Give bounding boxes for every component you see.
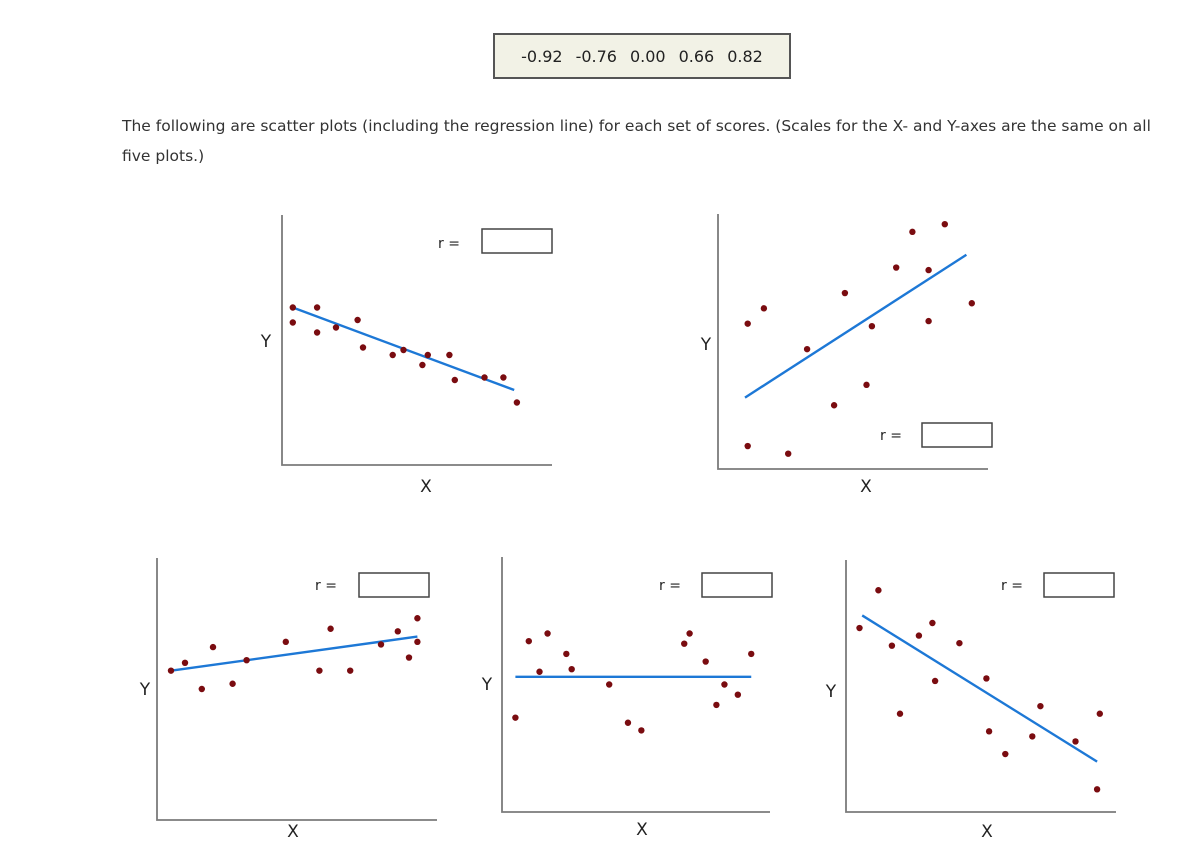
data-point — [925, 267, 931, 273]
data-point — [702, 658, 708, 664]
choice-value: -0.76 — [575, 46, 617, 66]
data-point — [869, 323, 875, 329]
y-axis-label: Y — [481, 675, 493, 695]
r-input[interactable] — [1044, 573, 1114, 597]
data-point — [290, 304, 296, 310]
scatter-plot-2 — [700, 214, 992, 497]
data-point — [735, 692, 741, 698]
data-point — [625, 720, 631, 726]
data-point — [446, 352, 452, 358]
data-point — [414, 639, 420, 645]
data-point — [419, 362, 425, 368]
data-point — [406, 654, 412, 660]
data-point — [229, 681, 235, 687]
data-point — [875, 587, 881, 593]
data-point — [1094, 786, 1100, 792]
data-point — [414, 615, 420, 621]
data-point — [526, 638, 532, 644]
instructions-text: The following are scatter plots (including the regression line) for each set of scores. (Scales for the X- and Y-axes are the same on all five plots.) — [122, 117, 1151, 165]
choice-value: 0.00 — [629, 46, 666, 66]
scatter-plot-1 — [260, 215, 552, 497]
data-point — [942, 221, 948, 227]
data-point — [481, 374, 487, 380]
data-point — [909, 229, 915, 235]
data-point — [893, 264, 899, 270]
scatter-plot-5 — [825, 560, 1116, 842]
data-point — [681, 641, 687, 647]
r-input[interactable] — [359, 573, 429, 597]
data-point — [354, 317, 360, 323]
data-point — [390, 352, 396, 358]
data-point — [314, 329, 320, 335]
y-axis-label: Y — [825, 682, 837, 702]
data-point — [1002, 751, 1008, 757]
r-label: r = — [315, 578, 337, 594]
scatter-plot-4 — [481, 557, 772, 840]
data-point — [327, 626, 333, 632]
data-point — [1037, 703, 1043, 709]
data-point — [283, 639, 289, 645]
data-point — [925, 318, 931, 324]
data-point — [1029, 733, 1035, 739]
x-axis-label: X — [420, 477, 432, 497]
data-point — [168, 667, 174, 673]
regression-line — [745, 255, 966, 398]
data-point — [514, 399, 520, 405]
data-point — [606, 681, 612, 687]
data-point — [956, 640, 962, 646]
data-point — [536, 669, 542, 675]
data-point — [745, 443, 751, 449]
data-point — [199, 686, 205, 692]
data-point — [400, 347, 406, 353]
data-point — [745, 320, 751, 326]
data-point — [512, 714, 518, 720]
data-point — [842, 290, 848, 296]
y-axis-label: Y — [260, 332, 272, 352]
data-point — [889, 642, 895, 648]
data-point — [316, 667, 322, 673]
data-point — [856, 625, 862, 631]
data-point — [969, 300, 975, 306]
x-axis-label: X — [287, 822, 299, 842]
data-point — [1072, 738, 1078, 744]
data-point — [638, 727, 644, 733]
data-point — [243, 657, 249, 663]
data-point — [290, 319, 296, 325]
data-point — [425, 352, 431, 358]
data-point — [897, 711, 903, 717]
regression-line — [862, 615, 1097, 761]
data-point — [378, 641, 384, 647]
x-axis-label: X — [636, 820, 648, 840]
data-point — [686, 630, 692, 636]
choice-value: -0.92 — [521, 46, 563, 66]
y-axis-label: Y — [139, 680, 151, 700]
data-point — [395, 628, 401, 634]
data-point — [563, 651, 569, 657]
y-axis-label: Y — [700, 335, 712, 355]
data-point — [1097, 711, 1103, 717]
data-point — [452, 377, 458, 383]
axes — [846, 560, 1116, 812]
r-label: r = — [1001, 578, 1023, 594]
r-input[interactable] — [922, 423, 992, 447]
choice-value: 0.82 — [727, 46, 763, 66]
x-axis-label: X — [860, 477, 872, 497]
choice-value: 0.66 — [678, 46, 715, 66]
data-point — [785, 451, 791, 457]
r-input[interactable] — [482, 229, 552, 253]
r-label: r = — [880, 428, 902, 444]
data-point — [986, 728, 992, 734]
data-point — [500, 374, 506, 380]
data-point — [721, 681, 727, 687]
data-point — [210, 644, 216, 650]
data-point — [929, 620, 935, 626]
data-point — [916, 632, 922, 638]
data-point — [333, 324, 339, 330]
data-point — [761, 305, 767, 311]
scatter-plot-3 — [139, 558, 437, 842]
data-point — [347, 667, 353, 673]
data-point — [748, 651, 754, 657]
x-axis-label: X — [981, 822, 993, 842]
data-point — [983, 675, 989, 681]
data-point — [360, 344, 366, 350]
r-label: r = — [438, 236, 460, 252]
data-point — [713, 702, 719, 708]
data-point — [932, 678, 938, 684]
r-label: r = — [659, 578, 681, 594]
data-point — [182, 660, 188, 666]
data-point — [544, 630, 550, 636]
data-point — [568, 666, 574, 672]
data-point — [831, 402, 837, 408]
data-point — [314, 304, 320, 310]
data-point — [863, 382, 869, 388]
data-point — [804, 346, 810, 352]
r-input[interactable] — [702, 573, 772, 597]
